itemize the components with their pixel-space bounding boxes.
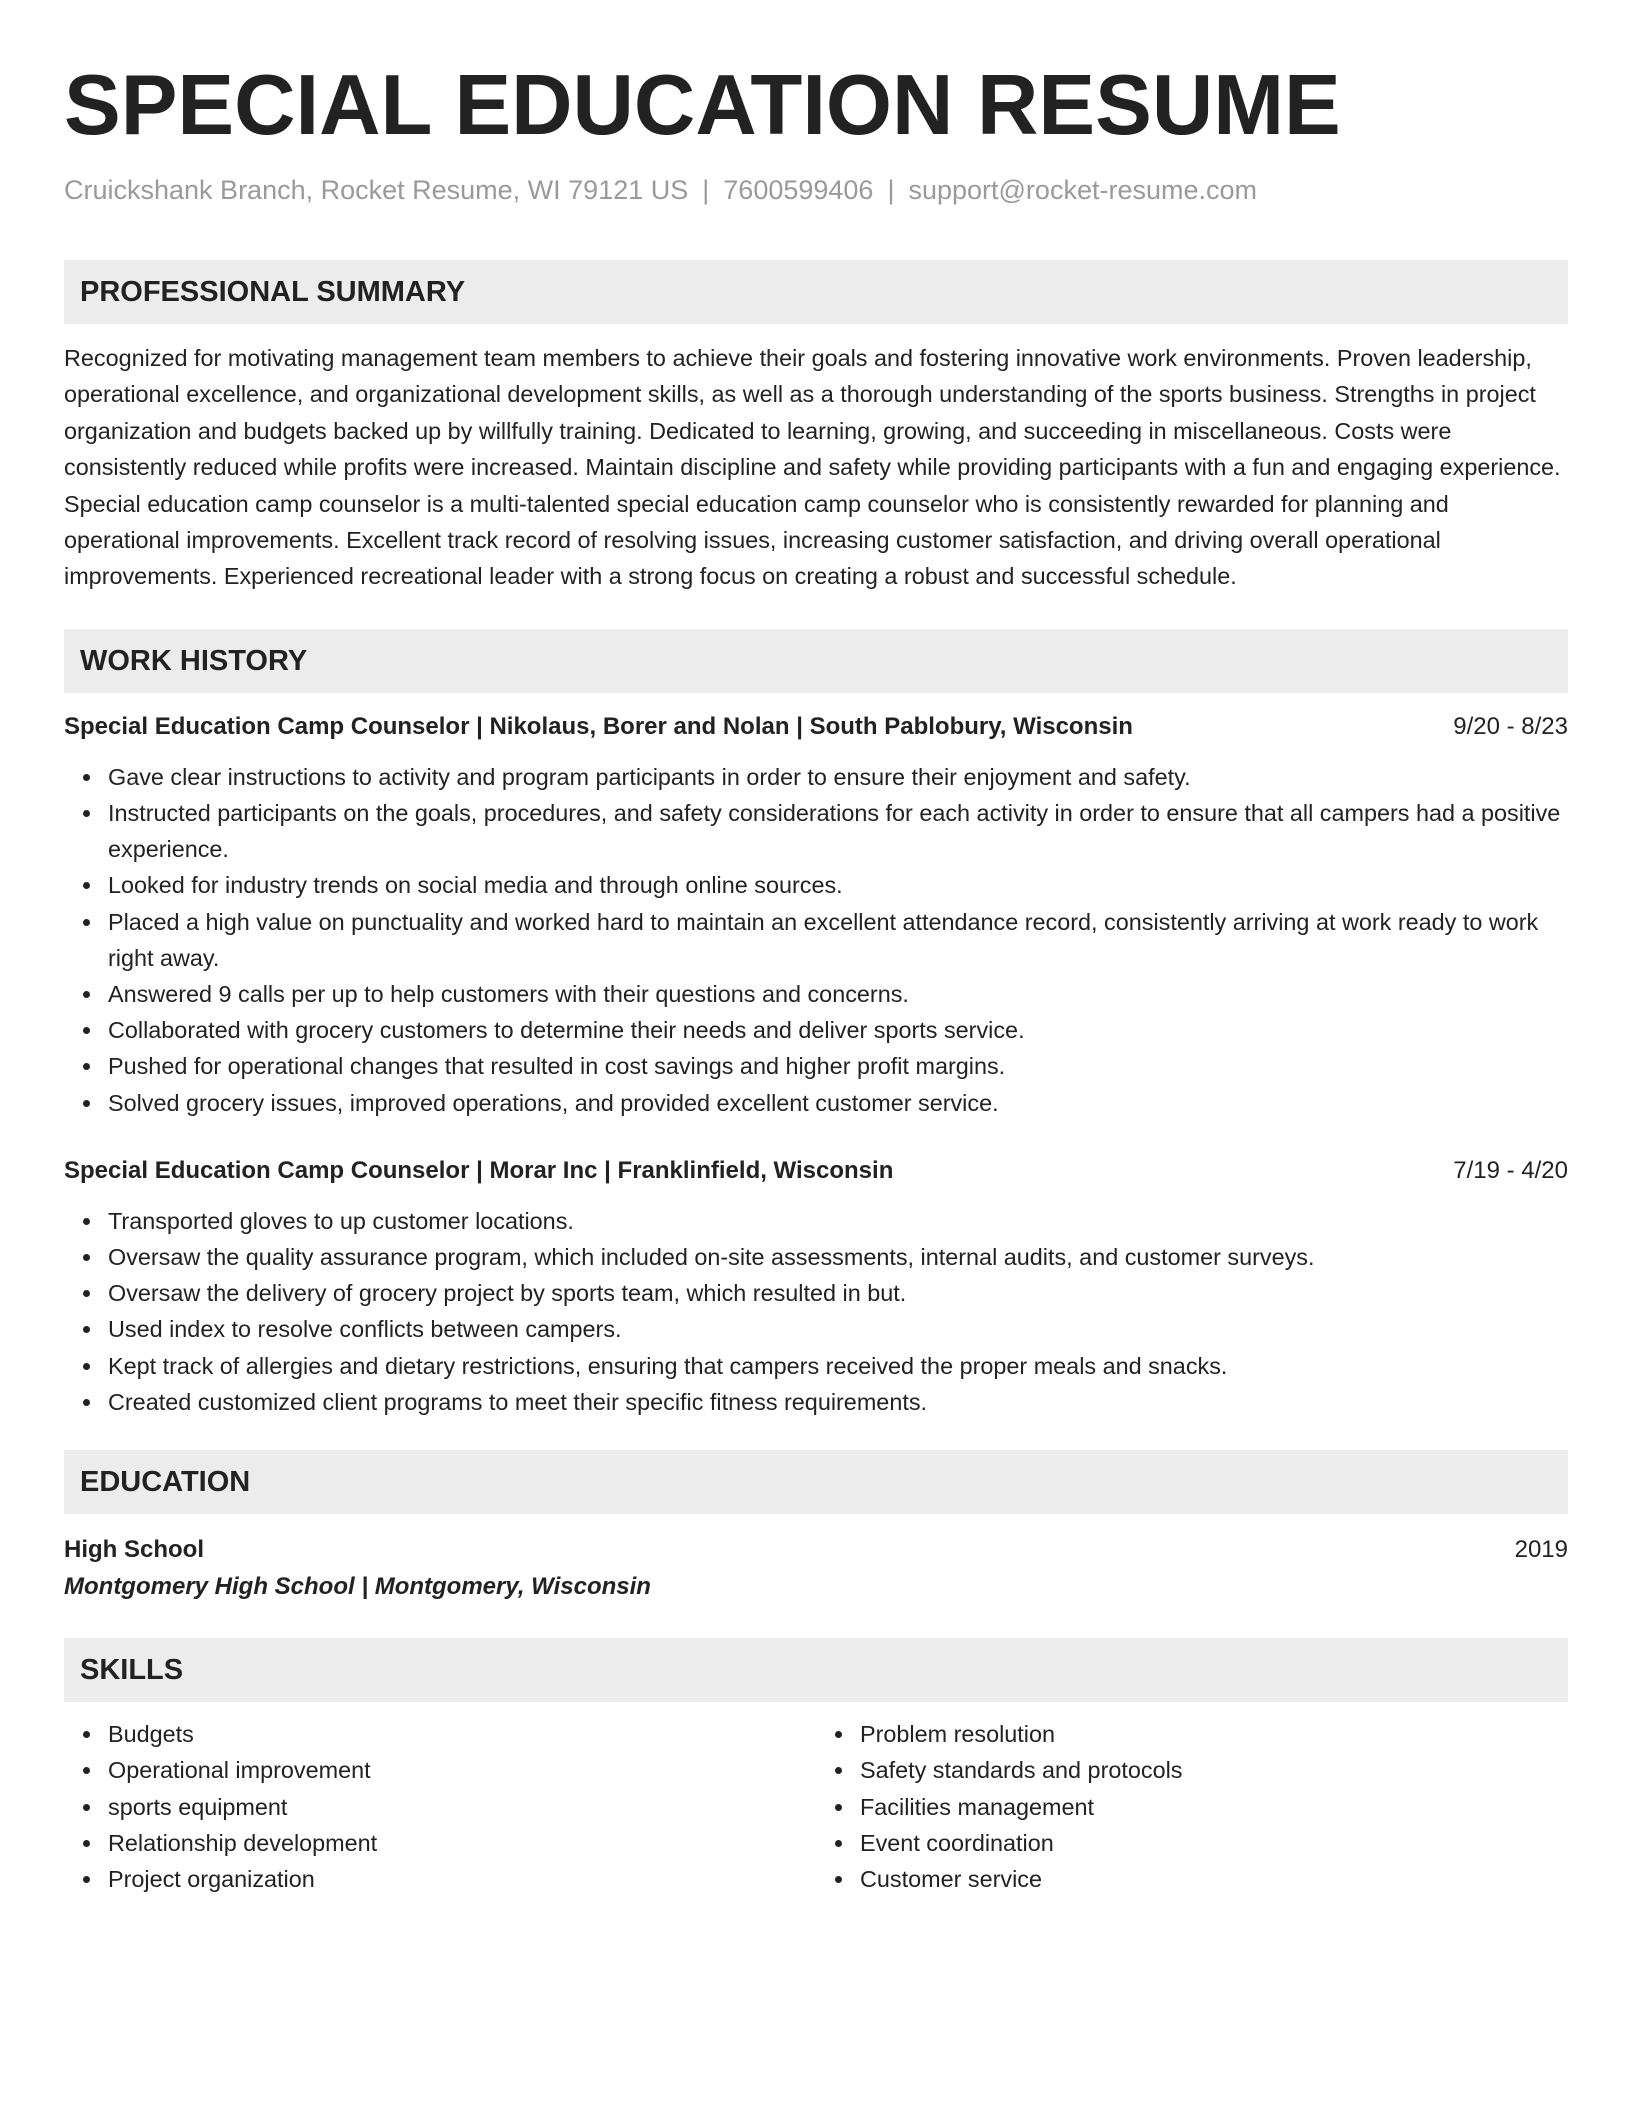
skill-item: Operational improvement — [108, 1752, 816, 1788]
work-history-heading: WORK HISTORY — [64, 629, 1568, 693]
contact-separator: | — [887, 175, 895, 205]
job-bullets — [64, 1203, 1568, 1420]
job-bullets — [64, 759, 1568, 1121]
job-dates: 9/20 - 8/23 — [1453, 712, 1568, 740]
job-header — [64, 1153, 1568, 1189]
job-bullet: Oversaw the quality assurance program, which included on-site assessments, internal audits, and customer surveys. — [108, 1239, 1568, 1275]
contact-email: support@rocket-resume.com — [908, 175, 1257, 205]
skills-heading: SKILLS — [64, 1638, 1568, 1702]
contact-phone: 7600599406 — [723, 175, 874, 205]
job-bullet: Answered 9 calls per up to help customers with their questions and concerns. — [108, 976, 1568, 1012]
job-bullet: Created customized client programs to meet their specific fitness requirements. — [108, 1384, 1568, 1420]
education-year: 2019 — [1514, 1536, 1568, 1564]
skill-item: Safety standards and protocols — [860, 1752, 1568, 1788]
skill-item: Event coordination — [860, 1825, 1568, 1861]
job-header — [64, 709, 1568, 745]
skill-item: Problem resolution — [860, 1716, 1568, 1752]
contact-line — [64, 172, 1568, 208]
job-title: Special Education Camp Counselor | Nikolaus, Borer and Nolan | South Pablobury, Wisconsin — [64, 712, 1133, 740]
job-dates: 7/19 - 4/20 — [1453, 1156, 1568, 1184]
skills-list-left — [64, 1716, 816, 1897]
job-bullet: Oversaw the delivery of grocery project by sports team, which resulted in but. — [108, 1275, 1568, 1311]
skill-item: Budgets — [108, 1716, 816, 1752]
job-bullet: Looked for industry trends on social media and through online sources. — [108, 867, 1568, 903]
summary-heading: PROFESSIONAL SUMMARY — [64, 260, 1568, 324]
job-bullet: Solved grocery issues, improved operations, and provided excellent customer service. — [108, 1085, 1568, 1121]
skill-item: Facilities management — [860, 1789, 1568, 1825]
job-entry — [64, 1153, 1568, 1420]
skill-item: sports equipment — [108, 1789, 816, 1825]
skill-item: Customer service — [860, 1861, 1568, 1897]
job-bullet: Used index to resolve conflicts between campers. — [108, 1311, 1568, 1347]
resume-title: SPECIAL EDUCATION RESUME — [64, 58, 1341, 153]
job-bullet: Pushed for operational changes that resulted in cost savings and higher profit margins. — [108, 1048, 1568, 1084]
education-degree: High School — [64, 1536, 204, 1564]
skill-item: Relationship development — [108, 1825, 816, 1861]
job-bullet: Collaborated with grocery customers to determine their needs and deliver sports service. — [108, 1012, 1568, 1048]
job-bullet: Placed a high value on punctuality and worked hard to maintain an excellent attendance record, consistently arriving at work ready to work right away. — [108, 904, 1568, 976]
job-bullet: Instructed participants on the goals, procedures, and safety considerations for each activity in order to ensure that all campers had a positive experience. — [108, 795, 1568, 867]
skills-columns — [64, 1716, 1568, 1897]
skill-item: Project organization — [108, 1861, 816, 1897]
education-school: Montgomery High School | Montgomery, Wisconsin — [64, 1573, 651, 1601]
summary-text: Recognized for motivating management team members to achieve their goals and fostering innovative work environments. Proven leadership, operational excellence, and organizational development skills, as well as a thorough understanding of the sports business. Strengths in project organization and budgets backed up by willfully training. Dedicated to learning, growing, and succeeding in miscellaneous. Costs were consistently reduced while profits were increased. Maintain discipline and safety while providing participants with a fun and engaging experience. Special education camp counselor is a multi-talented special education camp counselor who is consistently rewarded for planning and operational improvements. Excellent track record of resolving issues, increasing customer satisfaction, and driving overall operational improvements. Experienced recreational leader with a strong focus on creating a robust and successful schedule. — [64, 345, 1561, 590]
job-title: Special Education Camp Counselor | Morar Inc | Franklinfield, Wisconsin — [64, 1156, 894, 1184]
job-entry — [64, 709, 1568, 1121]
contact-separator: | — [702, 175, 710, 205]
contact-address: Cruickshank Branch, Rocket Resume, WI 79121 US — [64, 175, 689, 205]
education-header — [64, 1532, 1568, 1568]
job-bullet: Gave clear instructions to activity and program participants in order to ensure their enjoyment and safety. — [108, 759, 1568, 795]
education-heading: EDUCATION — [64, 1450, 1568, 1514]
job-bullet: Transported gloves to up customer locations. — [108, 1203, 1568, 1239]
job-bullet: Kept track of allergies and dietary restrictions, ensuring that campers received the proper meals and snacks. — [108, 1348, 1568, 1384]
skills-list-right — [816, 1716, 1568, 1897]
